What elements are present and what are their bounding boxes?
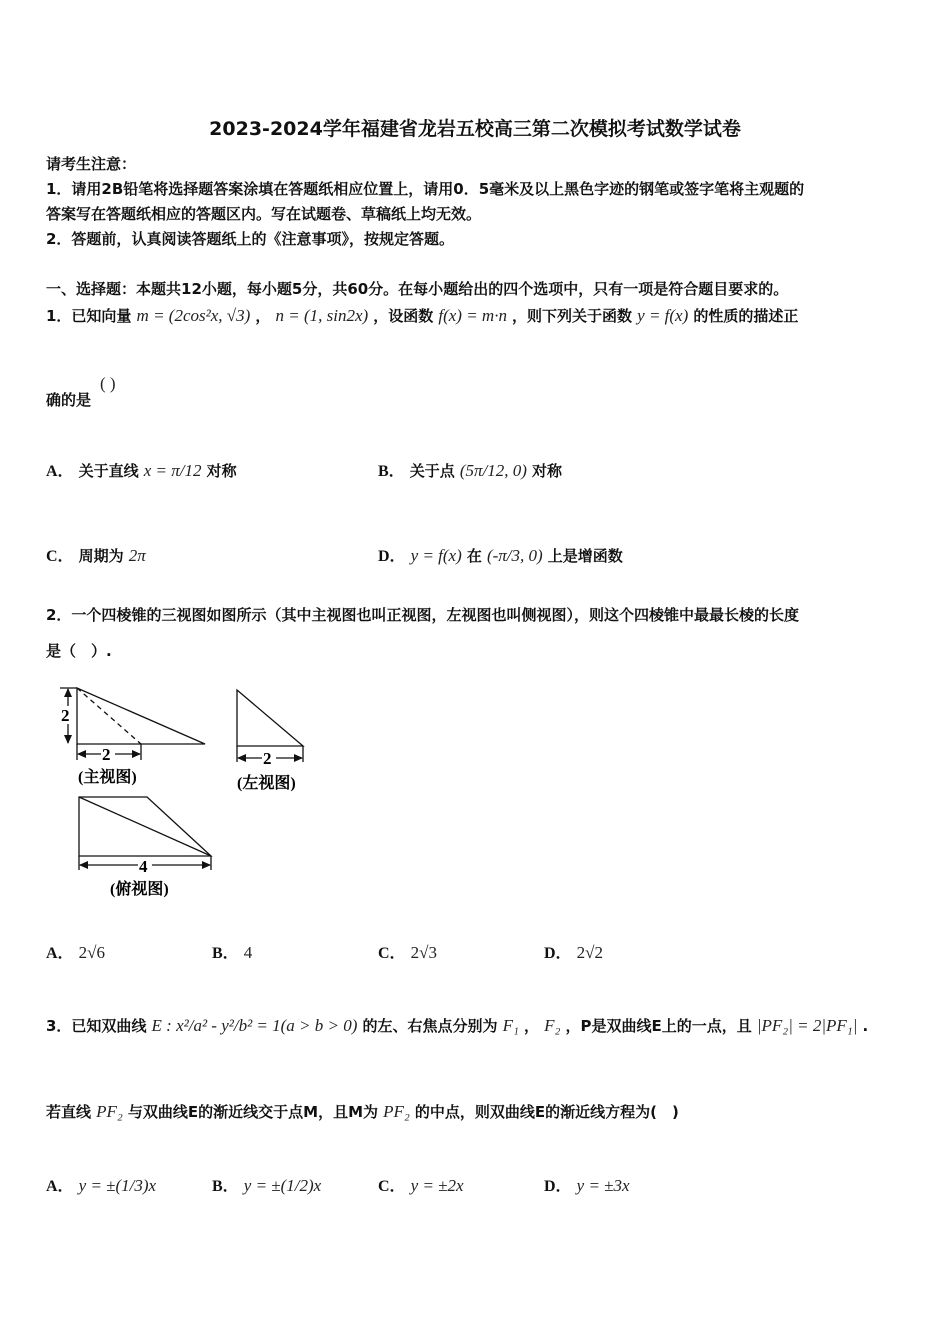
side-width-label: 2 bbox=[263, 749, 272, 768]
q1-text-3: ，则下列关于函数 bbox=[512, 307, 633, 325]
q3-focus-f2: F₂ bbox=[544, 1016, 561, 1035]
q2-option-b-math: 4 bbox=[243, 943, 253, 962]
q3-option-b-label: B． bbox=[212, 1178, 239, 1195]
q3-text-4: 若直线 bbox=[46, 1103, 92, 1121]
q1-option-a-label: A． bbox=[46, 463, 74, 480]
q2-stem-line1: 2．一个四棱锥的三视图如图所示（其中主视图也叫正视图，左视图也叫侧视图），则这个四棱锥中最最长棱的长度 bbox=[46, 606, 799, 624]
q2-option-c-math: 2√3 bbox=[410, 943, 437, 962]
q3-line-pf2-a: PF₂ bbox=[96, 1102, 123, 1121]
q1-option-a-text: 关于直线 bbox=[78, 462, 139, 480]
notice-line-1a: 1．请用2B铅笔将选择题答案涂填在答题纸相应位置上，请用0．5毫米及以上黑色字迹的钢笔或签字笔将主观题的 bbox=[46, 180, 805, 198]
q1-text-1: 1．已知向量 bbox=[46, 307, 132, 325]
section-heading: 一、选择题：本题共12小题，每小题5分，共60分。在每小题给出的四个选项中，只有一项是符合题目要求的。 bbox=[46, 280, 789, 298]
front-view-triangle bbox=[77, 688, 205, 744]
page-title: 2023-2024学年福建省龙岩五校高三第二次模拟考试数学试卷 bbox=[209, 118, 741, 140]
q3-option-a-math: y = ±(1/3)x bbox=[78, 1176, 157, 1195]
q3-comma: ， bbox=[524, 1017, 540, 1035]
q1-option-b-tail: 对称 bbox=[532, 462, 563, 480]
q1-text-2: ，设函数 bbox=[373, 307, 434, 325]
three-view-figure bbox=[50, 680, 330, 905]
q1-option-a[interactable] bbox=[46, 458, 237, 481]
q3-option-b[interactable] bbox=[212, 1173, 321, 1196]
q1-stem-line1 bbox=[46, 305, 798, 326]
q2-option-d-label: D． bbox=[544, 945, 572, 962]
q2-stem-line2: 是（ ）. bbox=[46, 642, 112, 660]
q3-condition: |PF₂| = 2|PF₁| bbox=[756, 1016, 858, 1035]
q3-option-d[interactable] bbox=[544, 1173, 630, 1196]
q1-option-a-tail: 对称 bbox=[206, 462, 237, 480]
q3-line-pf2-b: PF₂ bbox=[383, 1102, 410, 1121]
q3-stem-line2 bbox=[46, 1101, 679, 1122]
q3-focus-f1: F₁ bbox=[502, 1016, 519, 1035]
q2-option-b[interactable] bbox=[212, 940, 252, 963]
q1-text-5: 确的是 bbox=[46, 391, 92, 409]
q2-option-a-label: A． bbox=[46, 945, 74, 962]
q2-option-c[interactable] bbox=[378, 940, 437, 963]
q1-vector-n: n = (1, sin2x) bbox=[275, 306, 369, 325]
q1-vector-m: m = (2cos²x, √3) bbox=[136, 306, 251, 325]
q3-option-d-label: D． bbox=[544, 1178, 572, 1195]
notice-heading: 请考生注意： bbox=[46, 155, 137, 173]
q1-text-4: 的性质的描述正 bbox=[693, 307, 799, 325]
q3-option-a-label: A． bbox=[46, 1178, 74, 1195]
q3-text-2: 的左、右焦点分别为 bbox=[362, 1017, 498, 1035]
q1-function-f: f(x) = m·n bbox=[438, 306, 507, 325]
q1-option-d-tail: 上是增函数 bbox=[547, 547, 623, 565]
q1-option-d-math-2: (-π/3, 0) bbox=[486, 546, 543, 565]
side-view-caption: (左视图) bbox=[237, 775, 296, 792]
q3-text-1: 3．已知双曲线 bbox=[46, 1017, 147, 1035]
q1-option-b-math: (5π/12, 0) bbox=[459, 461, 527, 480]
q3-hyperbola-equation: E : x²/a² - y²/b² = 1(a > b > 0) bbox=[151, 1016, 358, 1035]
q1-option-a-math: x = π/12 bbox=[143, 461, 202, 480]
q2-option-a-math: 2√6 bbox=[78, 943, 105, 962]
q3-option-b-math: y = ±(1/2)x bbox=[243, 1176, 322, 1195]
q2-option-a[interactable] bbox=[46, 940, 105, 963]
q3-option-a[interactable] bbox=[46, 1173, 156, 1196]
q1-option-b-text: 关于点 bbox=[409, 462, 455, 480]
q1-option-d[interactable] bbox=[378, 543, 623, 566]
q1-option-d-math-1: y = f(x) bbox=[410, 546, 462, 565]
q2-option-d-math: 2√2 bbox=[576, 943, 603, 962]
q1-option-d-label: D． bbox=[378, 548, 406, 565]
front-height-label: 2 bbox=[61, 706, 70, 725]
q1-option-d-text: 在 bbox=[466, 547, 482, 565]
q2-option-b-label: B． bbox=[212, 945, 239, 962]
q1-answer-paren: ( ) bbox=[100, 374, 116, 393]
q1-comma: ， bbox=[255, 307, 271, 325]
q3-text-6: 的中点，则双曲线E的渐近线方程为( ) bbox=[414, 1103, 679, 1121]
front-view-caption: (主视图) bbox=[78, 769, 137, 786]
q1-option-c-label: C． bbox=[46, 548, 74, 565]
q3-option-c-label: C． bbox=[378, 1178, 406, 1195]
q1-option-c[interactable] bbox=[46, 543, 146, 566]
top-view-caption: (俯视图) bbox=[110, 881, 169, 898]
top-width-label: 4 bbox=[139, 857, 148, 876]
q3-text-5: 与双曲线E的渐近线交于点M，且M为 bbox=[127, 1103, 378, 1121]
top-view-diagonal bbox=[79, 797, 211, 856]
q1-option-c-text: 周期为 bbox=[78, 547, 124, 565]
q3-period: . bbox=[862, 1017, 869, 1035]
q1-option-b[interactable] bbox=[378, 458, 562, 481]
notice-line-2: 2．答题前，认真阅读答题纸上的《注意事项》，按规定答题。 bbox=[46, 230, 454, 248]
q3-text-3: ，P是双曲线E上的一点，且 bbox=[565, 1017, 752, 1035]
q3-option-c[interactable] bbox=[378, 1173, 464, 1196]
front-width-label: 2 bbox=[102, 745, 111, 764]
front-view-hidden-edge bbox=[77, 688, 141, 744]
q2-option-c-label: C． bbox=[378, 945, 406, 962]
q3-option-c-math: y = ±2x bbox=[410, 1176, 464, 1195]
q1-option-c-math: 2π bbox=[128, 546, 146, 565]
q2-option-d[interactable] bbox=[544, 940, 603, 963]
q1-function-y: y = f(x) bbox=[637, 306, 689, 325]
notice-line-1b: 答案写在答题纸相应的答题区内。写在试题卷、草稿纸上均无效。 bbox=[46, 205, 482, 223]
q3-option-d-math: y = ±3x bbox=[576, 1176, 630, 1195]
q3-stem-line1 bbox=[46, 1015, 868, 1036]
q1-option-b-label: B． bbox=[378, 463, 405, 480]
side-view-triangle bbox=[237, 690, 303, 746]
